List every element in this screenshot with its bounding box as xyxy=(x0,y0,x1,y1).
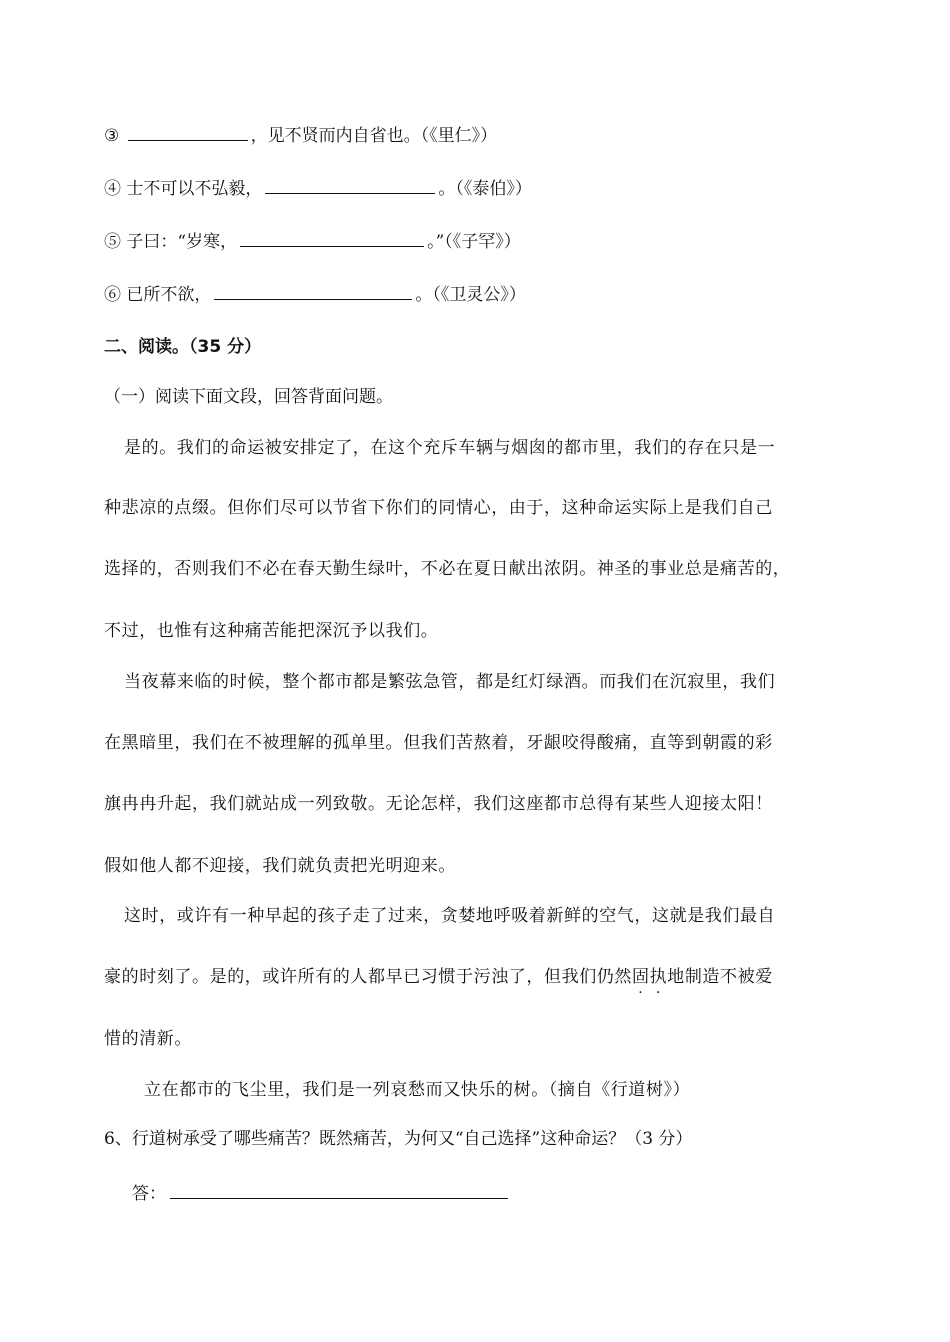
answer-blank[interactable] xyxy=(170,1182,508,1199)
item-text-after: 。（《泰伯》） xyxy=(438,179,532,199)
passage-text: 地制造不被爱 xyxy=(667,967,773,987)
item-number: ⑤ xyxy=(104,232,121,252)
fill-item-6 xyxy=(104,283,526,306)
passage-line: 不过，也惟有这种痛苦能把深沉予以我们。 xyxy=(104,621,439,641)
item-text-before: 已所不欲， xyxy=(126,285,212,305)
fill-item-5 xyxy=(104,230,521,253)
question-6: 6、行道树承受了哪些痛苦？既然痛苦，为何又“自己选择”这种命运？（3 分） xyxy=(104,1129,693,1149)
blank-line[interactable] xyxy=(214,283,412,300)
passage-line: 种悲凉的点缀。但你们尽可以节省下你们的同情心，由于，这种命运实际上是我们自己 xyxy=(104,498,773,518)
item-number: ③ xyxy=(104,126,120,146)
item-text-after: 。（《卫灵公》） xyxy=(415,285,526,305)
passage-line: 当夜幕来临的时候，整个都市都是繁弦急管，都是红灯绿酒。而我们在沉寂里，我们 xyxy=(124,672,776,692)
passage-line-emphasis xyxy=(104,966,852,988)
passage-line: 选择的，否则我们不必在春天勤生绿叶，不必在夏日献出浓阴。神圣的事业总是痛苦的， xyxy=(104,559,791,579)
item-text-before: 子曰：“岁寒， xyxy=(126,232,238,252)
passage-text: 豪的时刻了。是的，或许所有的人都早已习惯于污浊了，但我们仍然 xyxy=(104,967,632,987)
blank-line[interactable] xyxy=(128,124,248,141)
passage-line: 在黑暗里，我们在不被理解的孤单里。但我们苦熬着，牙龈咬得酸痛，直等到朝霞的彩 xyxy=(104,733,773,753)
passage-line: 假如他人都不迎接，我们就负责把光明迎来。 xyxy=(104,856,456,876)
subsection-title: （一）阅读下面文段，回答背面问题。 xyxy=(104,387,393,407)
fill-item-4 xyxy=(104,177,532,200)
answer-label: 答： xyxy=(132,1184,166,1204)
section-title: 二、阅读。（35 分） xyxy=(104,337,262,357)
item-number: ④ xyxy=(104,179,121,199)
blank-line[interactable] xyxy=(240,230,424,247)
answer-row xyxy=(132,1182,508,1205)
item-text-after: ，见不贤而内自省也。（《里仁》） xyxy=(250,126,498,146)
fill-item-3 xyxy=(104,124,497,147)
emphasis-char: 执 xyxy=(649,967,668,987)
emphasis-char: 固 xyxy=(632,967,650,987)
passage-closing-line: 立在都市的飞尘里，我们是一列哀愁而又快乐的树。（摘自《行道树》） xyxy=(144,1080,691,1100)
blank-line[interactable] xyxy=(265,177,435,194)
passage-line: 惜的清新。 xyxy=(104,1029,192,1049)
item-number: ⑥ xyxy=(104,285,121,305)
passage-line: 旗冉冉升起，我们就站成一列致敬。无论怎样，我们这座都市总得有某些人迎接太阳！ xyxy=(104,794,773,814)
item-text-before: 士不可以不弘毅， xyxy=(126,179,263,199)
item-text-after: 。”（《子罕》） xyxy=(427,232,521,252)
passage-line: 这时，或许有一种早起的孩子走了过来，贪婪地呼吸着新鲜的空气，这就是我们最自 xyxy=(124,906,776,926)
passage-line: 是的。我们的命运被安排定了，在这个充斥车辆与烟囱的都市里，我们的存在只是一 xyxy=(124,438,776,458)
